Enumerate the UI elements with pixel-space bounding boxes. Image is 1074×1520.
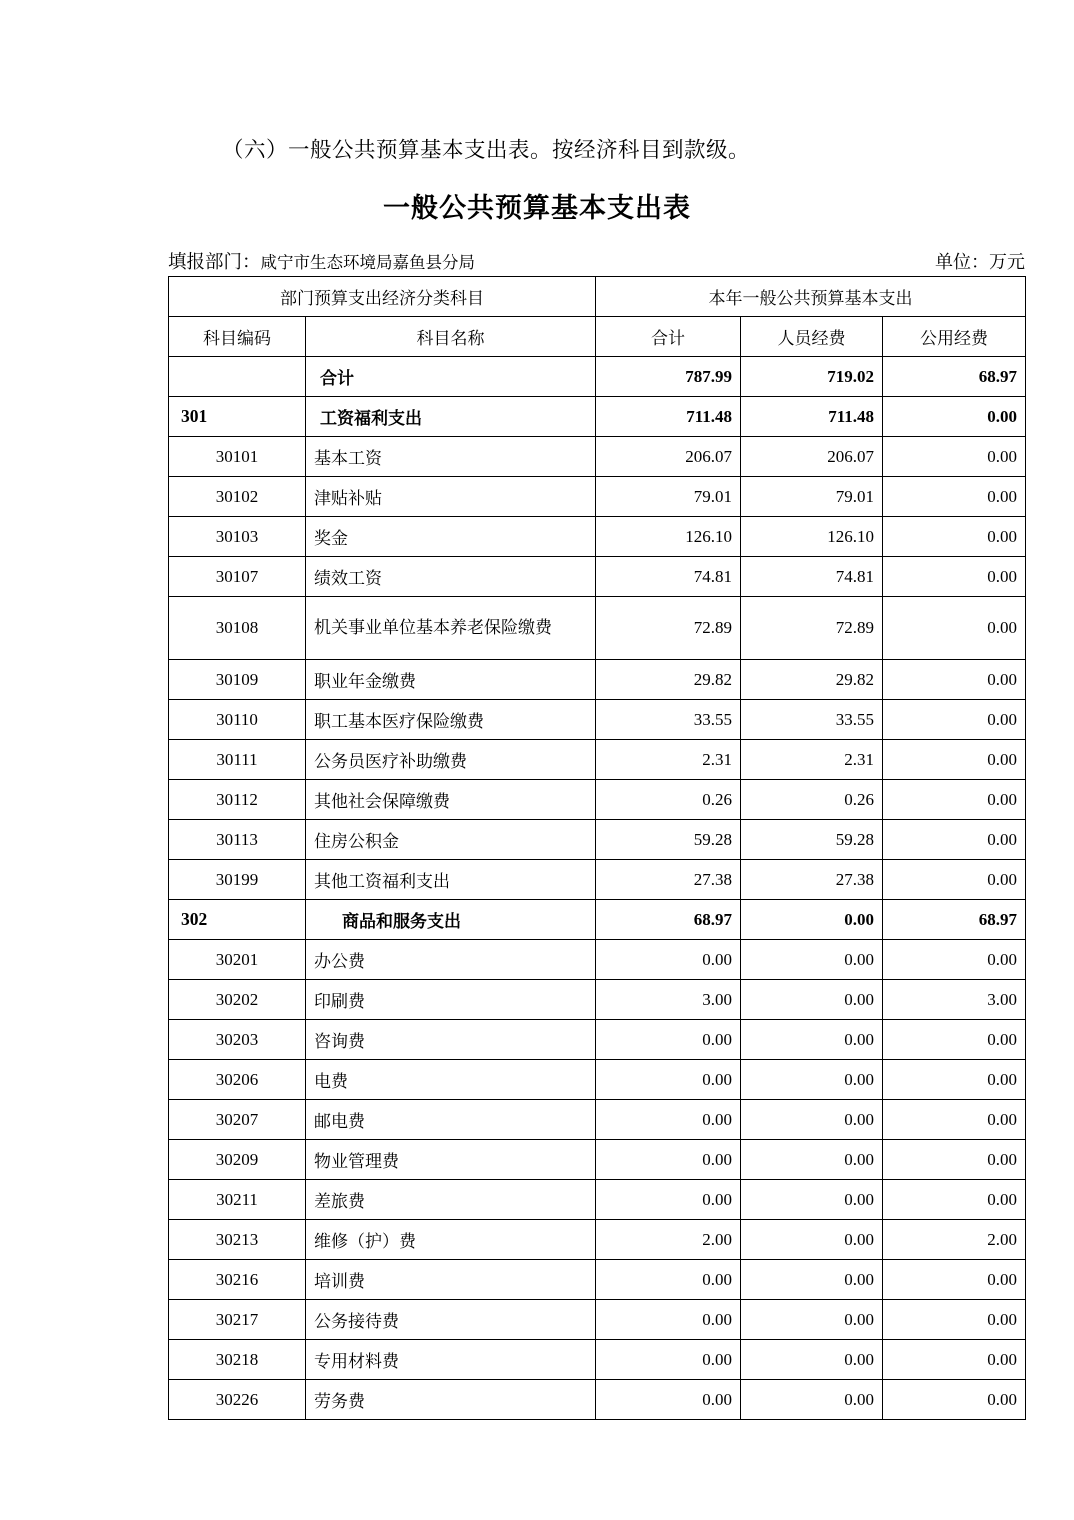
table-row	[169, 437, 1026, 477]
cell-subject-name: 其他工资福利支出	[306, 860, 596, 900]
cell-personnel-expense: 0.00	[741, 1060, 883, 1100]
cell-subject-code: 302	[169, 900, 306, 940]
table-row	[169, 1140, 1026, 1180]
cell-subject-name: 办公费	[306, 940, 596, 980]
cell-public-expense: 0.00	[883, 1140, 1026, 1180]
cell-total: 0.00	[596, 940, 741, 980]
cell-total: 59.28	[596, 820, 741, 860]
cell-subject-code: 30101	[169, 437, 306, 477]
table-row	[169, 477, 1026, 517]
table-row	[169, 1340, 1026, 1380]
table-row	[169, 980, 1026, 1020]
cell-personnel-expense: 0.00	[741, 1300, 883, 1340]
cell-subject-code: 30108	[169, 597, 306, 660]
cell-total: 0.00	[596, 1260, 741, 1300]
cell-total: 2.31	[596, 740, 741, 780]
cell-subject-code: 30206	[169, 1060, 306, 1100]
cell-personnel-expense: 33.55	[741, 700, 883, 740]
table-row	[169, 1260, 1026, 1300]
cell-subject-code: 30109	[169, 660, 306, 700]
table-row	[169, 1300, 1026, 1340]
reporting-department-label: 填报部门：	[168, 253, 261, 273]
cell-personnel-expense: 0.26	[741, 780, 883, 820]
cell-total: 0.00	[596, 1020, 741, 1060]
cell-public-expense: 0.00	[883, 780, 1026, 820]
cell-public-expense: 0.00	[883, 597, 1026, 660]
cell-total: 3.00	[596, 980, 741, 1020]
cell-personnel-expense: 0.00	[741, 1340, 883, 1380]
cell-total: 0.26	[596, 780, 741, 820]
table-row	[169, 660, 1026, 700]
cell-public-expense: 0.00	[883, 1060, 1026, 1100]
column-header-code: 科目编码	[169, 317, 306, 357]
reporting-department-value: 咸宁市生态环境局嘉鱼县分局	[260, 253, 476, 272]
cell-subject-name: 邮电费	[306, 1100, 596, 1140]
cell-personnel-expense: 0.00	[741, 1140, 883, 1180]
column-header-name: 科目名称	[306, 317, 596, 357]
cell-total: 787.99	[596, 357, 741, 397]
cell-total: 72.89	[596, 597, 741, 660]
cell-total: 711.48	[596, 397, 741, 437]
cell-subject-code: 30218	[169, 1340, 306, 1380]
cell-public-expense: 0.00	[883, 940, 1026, 980]
cell-public-expense: 68.97	[883, 357, 1026, 397]
group-header-economic-category: 部门预算支出经济分类科目	[169, 277, 596, 317]
cell-public-expense: 0.00	[883, 1180, 1026, 1220]
cell-public-expense: 0.00	[883, 397, 1026, 437]
cell-subject-code: 30103	[169, 517, 306, 557]
cell-personnel-expense: 72.89	[741, 597, 883, 660]
cell-public-expense: 0.00	[883, 1340, 1026, 1380]
cell-public-expense: 0.00	[883, 1100, 1026, 1140]
cell-total: 126.10	[596, 517, 741, 557]
cell-total: 2.00	[596, 1220, 741, 1260]
group-header-current-year: 本年一般公共预算基本支出	[596, 277, 1026, 317]
cell-subject-code: 30226	[169, 1380, 306, 1420]
cell-public-expense: 0.00	[883, 1260, 1026, 1300]
table-row	[169, 597, 1026, 660]
cell-personnel-expense: 0.00	[741, 980, 883, 1020]
table-row	[169, 940, 1026, 980]
cell-subject-code: 301	[169, 397, 306, 437]
cell-subject-name: 专用材料费	[306, 1340, 596, 1380]
cell-total: 0.00	[596, 1060, 741, 1100]
cell-subject-code: 30209	[169, 1140, 306, 1180]
page-title: 一般公共预算基本支出表	[383, 193, 691, 223]
cell-subject-code: 30203	[169, 1020, 306, 1060]
cell-public-expense: 0.00	[883, 660, 1026, 700]
cell-subject-code: 30201	[169, 940, 306, 980]
cell-subject-name: 印刷费	[306, 980, 596, 1020]
table-row	[169, 780, 1026, 820]
cell-subject-code: 30216	[169, 1260, 306, 1300]
cell-subject-name: 维修（护）费	[306, 1220, 596, 1260]
table-row	[169, 820, 1026, 860]
table-row	[169, 397, 1026, 437]
cell-public-expense: 0.00	[883, 860, 1026, 900]
cell-public-expense: 0.00	[883, 477, 1026, 517]
cell-subject-name: 住房公积金	[306, 820, 596, 860]
cell-total: 27.38	[596, 860, 741, 900]
cell-subject-name: 绩效工资	[306, 557, 596, 597]
cell-subject-name: 劳务费	[306, 1380, 596, 1420]
cell-subject-code: 30102	[169, 477, 306, 517]
table-row	[169, 357, 1026, 397]
cell-subject-name: 合计	[306, 357, 596, 397]
cell-subject-name: 差旅费	[306, 1180, 596, 1220]
table-row	[169, 1380, 1026, 1420]
column-header-total: 合计	[596, 317, 741, 357]
cell-subject-name: 职工基本医疗保险缴费	[306, 700, 596, 740]
table-group-header-row	[169, 277, 1026, 317]
cell-personnel-expense: 711.48	[741, 397, 883, 437]
column-header-personnel: 人员经费	[741, 317, 883, 357]
table-row	[169, 557, 1026, 597]
unit-note: 单位：万元	[935, 252, 1025, 272]
cell-total: 206.07	[596, 437, 741, 477]
cell-subject-name: 其他社会保障缴费	[306, 780, 596, 820]
cell-total: 79.01	[596, 477, 741, 517]
cell-personnel-expense: 27.38	[741, 860, 883, 900]
cell-subject-name: 基本工资	[306, 437, 596, 477]
cell-subject-code: 30110	[169, 700, 306, 740]
cell-subject-name: 职业年金缴费	[306, 660, 596, 700]
cell-public-expense: 3.00	[883, 980, 1026, 1020]
cell-subject-code	[169, 357, 306, 397]
cell-personnel-expense: 0.00	[741, 1380, 883, 1420]
cell-personnel-expense: 0.00	[741, 1020, 883, 1060]
cell-subject-name: 工资福利支出	[306, 397, 596, 437]
cell-personnel-expense: 0.00	[741, 1220, 883, 1260]
cell-public-expense: 2.00	[883, 1220, 1026, 1260]
table-meta-row	[168, 248, 1025, 274]
cell-subject-name: 机关事业单位基本养老保险缴费	[306, 597, 596, 660]
table-row	[169, 740, 1026, 780]
cell-subject-name: 公务员医疗补助缴费	[306, 740, 596, 780]
cell-subject-name: 公务接待费	[306, 1300, 596, 1340]
reporting-department	[168, 248, 475, 274]
cell-total: 0.00	[596, 1100, 741, 1140]
cell-public-expense: 0.00	[883, 700, 1026, 740]
cell-personnel-expense: 59.28	[741, 820, 883, 860]
cell-subject-name: 津贴补贴	[306, 477, 596, 517]
cell-public-expense: 0.00	[883, 820, 1026, 860]
cell-personnel-expense: 0.00	[741, 1100, 883, 1140]
cell-personnel-expense: 206.07	[741, 437, 883, 477]
cell-subject-name: 电费	[306, 1060, 596, 1100]
cell-subject-name: 物业管理费	[306, 1140, 596, 1180]
cell-subject-name: 商品和服务支出	[306, 900, 596, 940]
column-header-public: 公用经费	[883, 317, 1026, 357]
table-row	[169, 517, 1026, 557]
table-body	[169, 357, 1026, 1420]
cell-personnel-expense: 29.82	[741, 660, 883, 700]
cell-personnel-expense: 0.00	[741, 1180, 883, 1220]
cell-subject-name: 奖金	[306, 517, 596, 557]
cell-total: 0.00	[596, 1140, 741, 1180]
cell-personnel-expense: 2.31	[741, 740, 883, 780]
cell-public-expense: 0.00	[883, 1020, 1026, 1060]
cell-subject-name: 培训费	[306, 1260, 596, 1300]
table-row	[169, 1060, 1026, 1100]
cell-public-expense: 68.97	[883, 900, 1026, 940]
table-row	[169, 900, 1026, 940]
cell-subject-code: 30207	[169, 1100, 306, 1140]
cell-public-expense: 0.00	[883, 517, 1026, 557]
cell-subject-code: 30107	[169, 557, 306, 597]
cell-personnel-expense: 74.81	[741, 557, 883, 597]
cell-subject-code: 30211	[169, 1180, 306, 1220]
cell-public-expense: 0.00	[883, 437, 1026, 477]
cell-personnel-expense: 0.00	[741, 940, 883, 980]
cell-subject-code: 30111	[169, 740, 306, 780]
table-row	[169, 1220, 1026, 1260]
cell-total: 0.00	[596, 1300, 741, 1340]
cell-total: 74.81	[596, 557, 741, 597]
cell-subject-code: 30199	[169, 860, 306, 900]
cell-subject-code: 30202	[169, 980, 306, 1020]
table-row	[169, 860, 1026, 900]
cell-total: 33.55	[596, 700, 741, 740]
table-row	[169, 1180, 1026, 1220]
cell-subject-code: 30213	[169, 1220, 306, 1260]
intro-paragraph: （六）一般公共预算基本支出表。按经济科目到款级。	[222, 138, 751, 162]
cell-total: 29.82	[596, 660, 741, 700]
cell-subject-name: 咨询费	[306, 1020, 596, 1060]
cell-personnel-expense: 79.01	[741, 477, 883, 517]
cell-public-expense: 0.00	[883, 1380, 1026, 1420]
table-row	[169, 1100, 1026, 1140]
cell-public-expense: 0.00	[883, 557, 1026, 597]
cell-subject-code: 30113	[169, 820, 306, 860]
cell-total: 68.97	[596, 900, 741, 940]
cell-personnel-expense: 126.10	[741, 517, 883, 557]
table-column-header-row	[169, 317, 1026, 357]
cell-subject-code: 30112	[169, 780, 306, 820]
cell-personnel-expense: 0.00	[741, 900, 883, 940]
cell-public-expense: 0.00	[883, 1300, 1026, 1340]
cell-public-expense: 0.00	[883, 740, 1026, 780]
cell-subject-code: 30217	[169, 1300, 306, 1340]
table-row	[169, 700, 1026, 740]
cell-total: 0.00	[596, 1380, 741, 1420]
cell-total: 0.00	[596, 1180, 741, 1220]
cell-personnel-expense: 719.02	[741, 357, 883, 397]
cell-personnel-expense: 0.00	[741, 1260, 883, 1300]
table-row	[169, 1020, 1026, 1060]
cell-total: 0.00	[596, 1340, 741, 1380]
budget-expenditure-table	[168, 276, 1026, 1420]
